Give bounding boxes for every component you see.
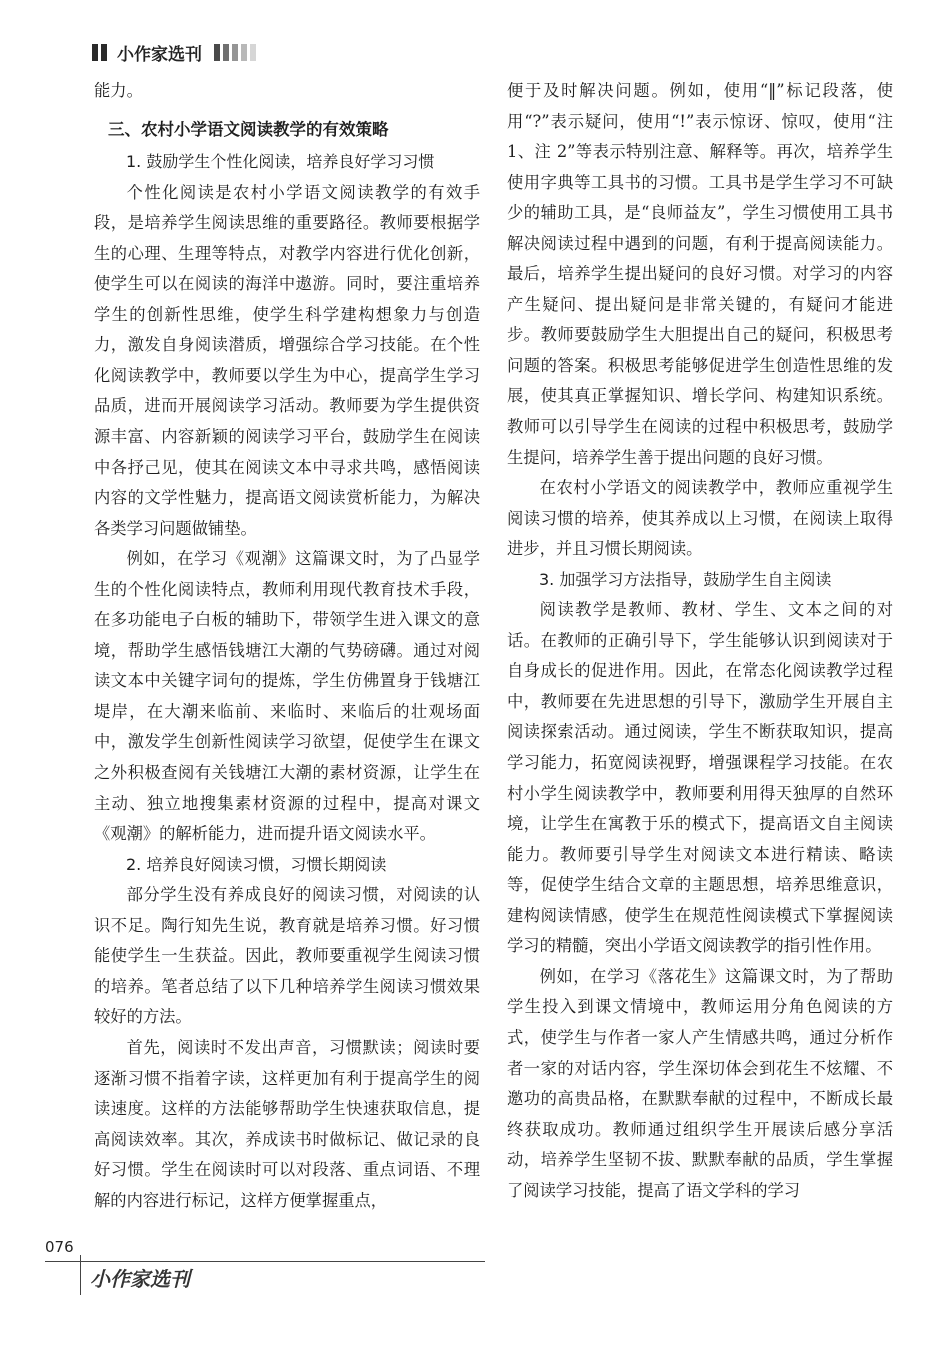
left-column (94, 76, 480, 1216)
header-gradient-bars-icon (214, 44, 256, 61)
header-gradient-bar (214, 44, 220, 61)
header-gradient-bar (223, 44, 229, 61)
page-number: 076 (45, 1238, 74, 1256)
paragraph: 便于及时解决问题。例如，使用“‖”标记段落，使用“?”表示疑问，使用“!”表示惊讶、惊叹，使用“注 1、注 2”等表示特别注意、解释等。再次，培养学生使用字典等工具书的习惯。工具书是学生学习不可缺少的辅助工具，是“良师益友”，学生习惯使用工具书解决阅读过程中遇到的问题，有利于提高阅读能力。最后，培养学生提出疑问的良好习惯。对学习的内容产生疑问、提出疑问是非常关键的，有疑问才能进步。教师要鼓励学生大胆提出自己的疑问，积极思考问题的答案。积极思考能够促进学生创造性思维的发展，使其真正掌握知识、增长学问、构建知识系统。教师可以引导学生在阅读的过程中积极思考，鼓励学生提问，培养学生善于提出问题的良好习惯。 (507, 81, 893, 467)
header-gradient-bar (232, 44, 238, 61)
paragraph: 阅读教学是教师、教材、学生、文本之间的对话。在教师的正确引导下，学生能够认识到阅读对于自身成长的促进作用。因此，在常态化阅读教学过程中，教师要在先进思想的引导下，激励学生开展自主阅读探索活动。通过阅读，学生不断获取知识，提高学习能力，拓宽阅读视野，增强课程学习技能。在农村小学生阅读教学中，教师要利用得天独厚的自然环境，让学生在寓教于乐的模式下，提高语文自主阅读能力。教师要引导学生对阅读文本进行精读、略读等，促使学生结合文章的主题思想，培养思维意识，建构阅读情感，使学生在规范性阅读模式下掌握阅读学习的精髓，突出小学语文阅读教学的指引性作用。 (507, 600, 893, 956)
right-column (507, 76, 893, 1206)
footer-rule-vertical (80, 1255, 81, 1295)
section-heading: 2. 培养良好阅读习惯，习惯长期阅读 (126, 854, 387, 874)
paragraph: 例如，在学习《落花生》这篇课文时，为了帮助学生投入到课文情境中，教师运用分角色阅读的方式，使学生与作者一家人产生情感共鸣，通过分析作者一家的对话内容，学生深切体会到花生不炫耀、不邀功的高贵品格，在默默奉献的过程中，不断成长最终获取成功。教师通过组织学生开展读后感分享活动，培养学生坚韧不拔、默默奉献的品质，学生掌握了阅读学习技能，提高了语文学科的学习 (507, 966, 893, 1200)
footer-logo-text: 小作家选刊 (90, 1267, 190, 1291)
paragraph: 例如，在学习《观潮》这篇课文时，为了凸显学生的个性化阅读特点，教师利用现代教育技术手段，在多功能电子白板的辅助下，带领学生进入课文的意境，帮助学生感悟钱塘江大潮的气势磅礴。通过对阅读文本中关键字词句的提炼，学生仿佛置身于钱塘江堤岸，在大潮来临前、来临时、来临后的壮观场面中，激发学生创新性阅读学习欲望，促使学生在课文之外积极查阅有关钱塘江大潮的素材资源，让学生在主动、独立地搜集素材资源的过程中，提高对课文《观潮》的解析能力，进而提升语文阅读水平。 (94, 549, 480, 844)
section-heading: 1. 鼓励学生个性化阅读，培养良好学习习惯 (126, 152, 435, 172)
paragraph: 首先，阅读时不发出声音，习惯默读；阅读时要逐渐习惯不指着字读，这样更加有利于提高学生的阅读速度。这样的方法能够帮助学生快速获取信息，提高阅读效率。其次，养成读书时做标记、做记录的良好习惯。学生在阅读时可以对段落、重点词语、不理解的内容进行标记，这样方便掌握重点， (94, 1037, 480, 1210)
section-heading: 3. 加强学习方法指导，鼓励学生自主阅读 (539, 569, 832, 589)
footer-logo (88, 1262, 198, 1294)
header-gradient-bar (250, 44, 256, 61)
paragraph: 在农村小学语文的阅读教学中，教师应重视学生阅读习惯的培养，使其养成以上习惯，在阅读上取得进步，并且习惯长期阅读。 (507, 478, 893, 559)
paragraph: 部分学生没有养成良好的阅读习惯，对阅读的认识不足。陶行知先生说，教育就是培养习惯。好习惯能使学生一生获益。因此，教师要重视学生阅读习惯的培养。笔者总结了以下几种培养学生阅读习惯效果较好的方法。 (94, 885, 480, 1027)
paragraph: 能力。 (94, 81, 143, 100)
header-bars-icon (92, 44, 107, 61)
paragraph: 个性化阅读是农村小学语文阅读教学的有效手段，是培养学生阅读思维的重要路径。教师要根据学生的心理、生理等特点，对教学内容进行优化创新，使学生可以在阅读的海洋中遨游。同时，要注重培养学生的创新性思维，使学生科学建构想象力与创造力，激发自身阅读潜质，增强综合学习技能。在个性化阅读教学中，教师要以学生为中心，提高学生学习品质，进而开展阅读学习活动。教师要为学生提供资源丰富、内容新颖的阅读学习平台，鼓励学生在阅读中各抒己见，使其在阅读文本中寻求共鸣，感悟阅读内容的文学性魅力，提高语文阅读赏析能力，为解决各类学习问题做铺垫。 (94, 182, 480, 538)
section-heading: 三、农村小学语文阅读教学的有效策略 (108, 119, 389, 139)
journal-title: 小作家选刊 (117, 44, 202, 65)
header-gradient-bar (241, 44, 247, 61)
running-header (92, 40, 256, 64)
